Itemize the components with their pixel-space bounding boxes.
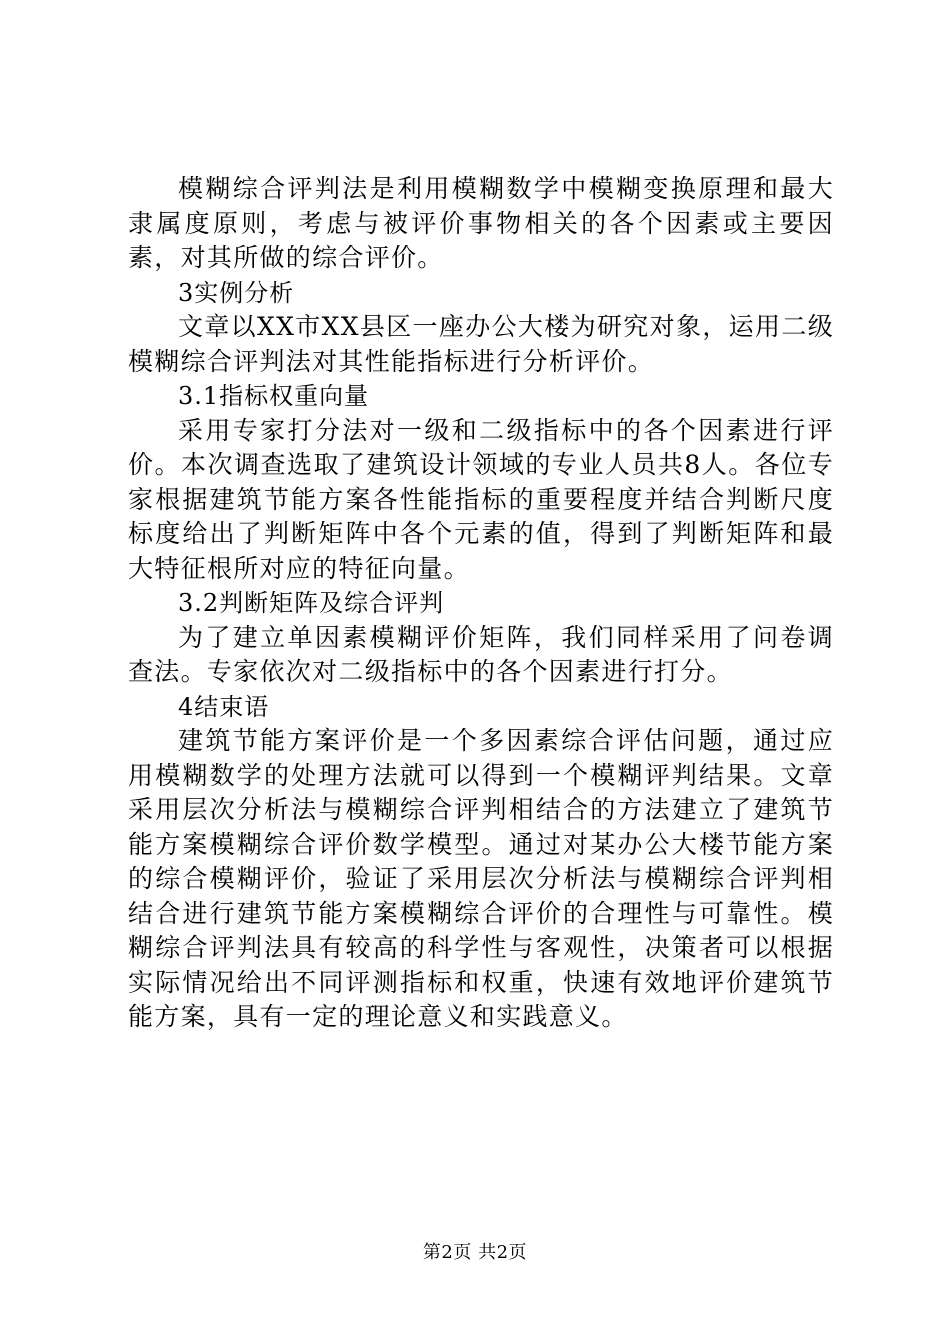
section-heading-conclusion: 4结束语 xyxy=(178,692,270,721)
paragraph-fuzzy-method-intro: 模糊综合评判法是利用模糊数学中模糊变换原理和最大隶属度原则，考虑与被评价事物相关的各个因素或主要因素，对其所做的综合评价。 xyxy=(128,174,834,272)
paragraph-single-factor-matrix: 为了建立单因素模糊评价矩阵，我们同样采用了问卷调查法。专家依次对二级指标中的各个因素进行打分。 xyxy=(128,622,834,686)
paragraph-case-study: 文章以XX市XX县区一座办公大楼为研究对象，运用二级模糊综合评判法对其性能指标进行分析评价。 xyxy=(128,312,834,376)
paragraph-expert-scoring: 采用专家打分法对一级和二级指标中的各个因素进行评价。本次调查选取了建筑设计领域的专业人员共8人。各位专家根据建筑节能方案各性能指标的重要程度并结合判断尺度标度给出了判断矩阵中各个元素的值，得到了判断矩阵和最大特征根所对应的特征向量。 xyxy=(128,415,834,583)
paragraph-conclusion: 建筑节能方案评价是一个多因素综合评估问题，通过应用模糊数学的处理方法就可以得到一个模糊评判结果。文章采用层次分析法与模糊综合评判相结合的方法建立了建筑节能方案模糊综合评价数学模型。通过对某办公大楼节能方案的综合模糊评价，验证了采用层次分析法与模糊综合评判相结合进行建筑节能方案模糊综合评价的合理性与可靠性。模糊综合评判法具有较高的科学性与客观性，决策者可以根据实际情况给出不同评测指标和权重，快速有效地评价建筑节能方案，具有一定的理论意义和实践意义。 xyxy=(128,726,834,1031)
section-heading-case-analysis: 3实例分析 xyxy=(178,278,295,307)
section-heading-weight-vector: 3.1指标权重向量 xyxy=(178,382,370,410)
section-heading-judgment-matrix: 3.2判断矩阵及综合评判 xyxy=(178,589,445,617)
page-footer-number: 第2页 共2页 xyxy=(422,1242,528,1263)
document-body xyxy=(128,172,834,1035)
